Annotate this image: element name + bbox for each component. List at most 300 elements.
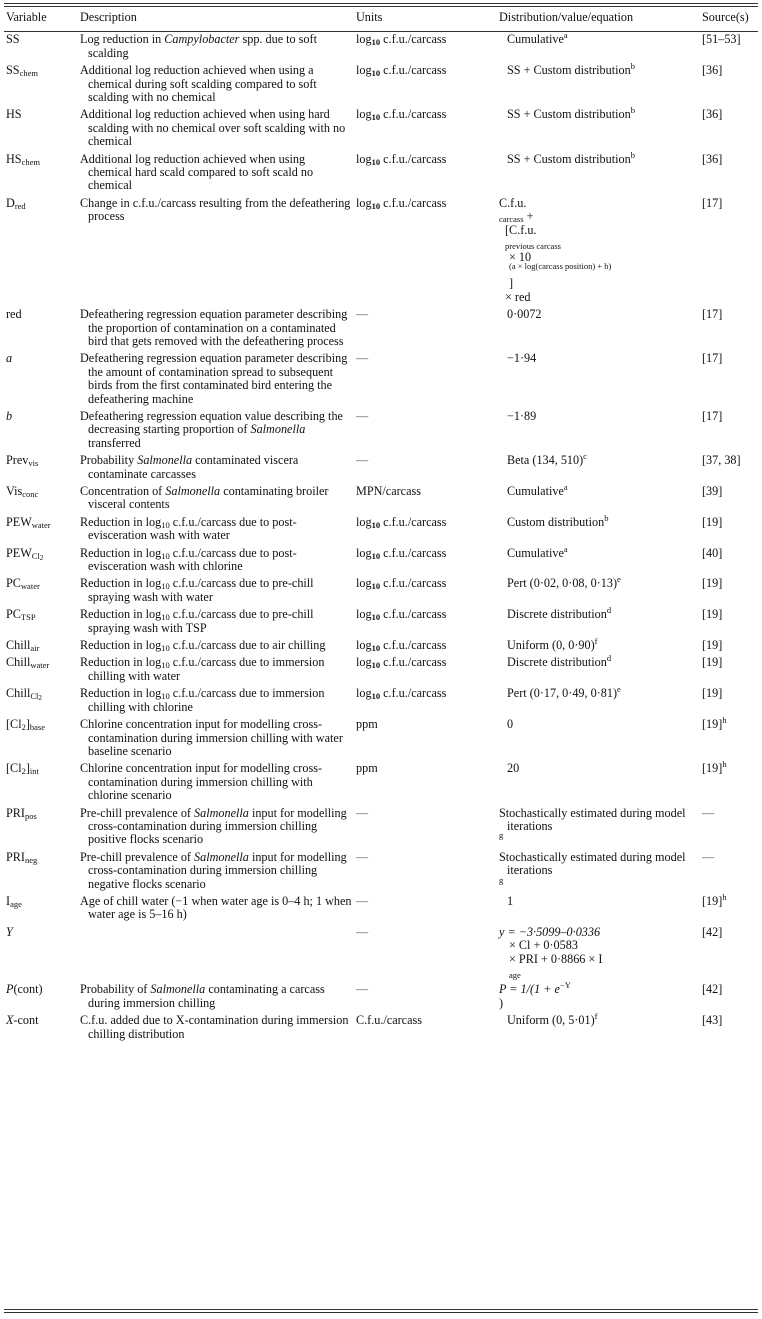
variable-name: PC (6, 576, 21, 591)
distribution-text: Cumulative (507, 545, 564, 560)
variable-subscript: int (29, 766, 39, 777)
description-cell (78, 348, 354, 406)
table-row (4, 304, 758, 348)
distribution-footnote: b (630, 105, 635, 116)
distribution-text: 0 (507, 717, 514, 732)
header-units: Units (356, 10, 383, 24)
source-ref: [17] (702, 195, 723, 210)
units-log: log (356, 195, 372, 210)
variable-subscript: air (30, 643, 40, 654)
distribution-footnote: b (630, 61, 635, 72)
source-cell (700, 543, 758, 574)
units-dash: — (356, 982, 369, 997)
distribution-cell (497, 304, 700, 348)
distribution-text: Beta (134, 510) (507, 453, 584, 468)
top-rule-2 (4, 6, 758, 7)
source-cell (700, 193, 758, 304)
variable-cell (4, 979, 78, 1010)
description-text (80, 807, 352, 847)
units-log-subscript: 10 (371, 200, 381, 211)
header-description: Description (80, 10, 137, 24)
units-log-rest: c.f.u./carcass (380, 63, 447, 78)
variable-name: SS (6, 63, 20, 78)
units-cell (354, 512, 497, 543)
variable-cell (4, 714, 78, 758)
units-log: log (356, 638, 372, 653)
units-log-subscript: 10 (371, 660, 381, 671)
description-cell (78, 922, 354, 980)
distribution-footnote: d (606, 605, 612, 616)
source-dash: — (702, 805, 715, 820)
source-ref: [51–53] (702, 32, 741, 47)
variable-name-suffix: (cont) (13, 982, 43, 997)
description-cell (78, 193, 354, 304)
source-cell (700, 1010, 758, 1041)
variable-name-italic: X (6, 1013, 14, 1028)
units-log-rest: c.f.u./carcass (380, 107, 447, 122)
table-row (4, 683, 758, 714)
log-subscript: 10 (161, 660, 170, 671)
description-part: Log reduction in (80, 32, 165, 47)
variable-cell (4, 29, 78, 60)
units-cell (354, 635, 497, 652)
distribution-footnote: d (606, 653, 612, 664)
units-cell (354, 922, 497, 980)
distribution-cell (497, 891, 700, 922)
description-part: spp. due to soft scalding (88, 32, 317, 60)
distribution-footnote: a (563, 30, 568, 41)
variable-name: I (6, 893, 11, 908)
variable-cell (4, 847, 78, 891)
source-ref: [43] (702, 1013, 723, 1028)
log-subscript: 10 (161, 691, 170, 702)
description-cell (78, 450, 354, 481)
distribution-footnote: a (563, 482, 568, 492)
distribution-cell (497, 543, 700, 574)
variable-cell (4, 635, 78, 652)
units-dash: — (356, 307, 369, 322)
units-log-rest: c.f.u./carcass (380, 545, 447, 560)
source-cell (700, 652, 758, 683)
dred-equation: C.f.u. $_{carcass}$ + [C.f.u. $_{previous carcass}$ × 10 $^{(a \times log(carcass position) + b)}$ ] × red (499, 195, 612, 304)
variable-name: PEW (6, 545, 32, 560)
distribution-footnote: e (617, 574, 621, 585)
description-text (80, 983, 352, 1010)
distribution-cell (497, 104, 700, 148)
source-cell (700, 573, 758, 604)
units-cell (354, 193, 497, 304)
description-text (80, 516, 352, 543)
table-row (4, 104, 758, 148)
units-cell (354, 304, 497, 348)
units-log-subscript: 10 (371, 37, 381, 48)
distribution-cell (497, 193, 700, 304)
description-part: c.f.u./carcass due to immersion chilling with chlorine (88, 686, 325, 714)
units-dash: — (356, 893, 369, 908)
log-subscript: 10 (161, 612, 170, 623)
distribution-text: Discrete distribution (507, 655, 607, 670)
distribution-cell (497, 60, 700, 104)
source-cell (700, 847, 758, 891)
distribution-text: Stochastically estimated during model iterations (499, 805, 686, 833)
units-cell: C.f.u./carcass (356, 1013, 422, 1028)
units-log-rest: c.f.u./carcass (380, 607, 447, 622)
variable-subscript: 2 (21, 722, 26, 733)
units-cell (354, 979, 497, 1010)
source-ref: [19] (702, 638, 723, 653)
description-part: c.f.u./carcass due to air chilling (169, 638, 326, 653)
table-row (4, 149, 758, 193)
variable-cell (4, 543, 78, 574)
variable-name: HS (6, 151, 22, 166)
variable-name: Chill (6, 638, 31, 653)
variable-name: b (6, 408, 13, 423)
source-cell (700, 481, 758, 512)
distribution-text: Cumulative (507, 32, 564, 47)
variable-name: PRI (6, 849, 25, 864)
distribution-cell (497, 573, 700, 604)
description-italic: Salmonella (137, 453, 193, 468)
variable-name: Vis (6, 484, 23, 498)
source-ref: [37, 38] (702, 453, 741, 468)
source-footnote: h (722, 715, 727, 726)
units-log: log (356, 63, 372, 78)
units-log-subscript: 10 (371, 581, 381, 592)
source-ref: [17] (702, 351, 723, 366)
variable-name: PC (6, 607, 21, 622)
units-cell (354, 652, 497, 683)
source-ref: [19] (702, 514, 723, 529)
units-log-subscript: 10 (371, 612, 381, 623)
distribution-cell (497, 604, 700, 635)
description-part: contaminating a carcass during immersion chilling (88, 982, 325, 1010)
variable-name: Y (6, 924, 13, 939)
description-cell (78, 1010, 354, 1041)
distribution-text: Discrete distribution (507, 607, 607, 622)
variable-subscript: water (30, 660, 50, 671)
variable-subscript: Cl2 (30, 691, 42, 703)
table-row (4, 979, 758, 1010)
distribution-footnote: c (583, 451, 587, 462)
units-cell (354, 847, 497, 891)
description-part: Concentration of (80, 484, 166, 498)
distribution-cell (497, 922, 700, 980)
variable-cell (4, 604, 78, 635)
units-dash: — (356, 351, 369, 366)
table-row (4, 29, 758, 60)
description-text (80, 410, 352, 450)
source-cell (700, 683, 758, 714)
distribution-text: SS + Custom distribution (507, 107, 631, 122)
units-log-rest: c.f.u./carcass (380, 32, 447, 47)
description-text: Additional log reduction achieved when using chemical hard scald compared to soft scald no chemical (80, 151, 314, 193)
table-row (4, 714, 758, 758)
units-log-subscript: 10 (371, 156, 381, 167)
units-dash: — (356, 924, 369, 939)
description-cell (78, 803, 354, 847)
units-dash: — (356, 805, 369, 820)
source-ref: [17] (702, 408, 723, 423)
variable-name: PRI (6, 805, 25, 820)
distribution-text: Pert (0·02, 0·08, 0·13) (507, 576, 618, 591)
distribution-cell (497, 348, 700, 406)
description-part: contaminating broiler visceral contents (88, 484, 329, 512)
variable-subscript: 2 (21, 766, 26, 777)
variable-subscript: chem (21, 156, 41, 167)
units-cell (354, 348, 497, 406)
table-row (4, 348, 758, 406)
source-ref: [19] (702, 761, 723, 776)
units-dash: — (356, 408, 369, 423)
description-italic: Campylobacter (164, 32, 240, 47)
description-cell (78, 635, 354, 652)
variable-cell (4, 450, 78, 481)
table-row (4, 652, 758, 683)
variable-subscript: vis (28, 458, 39, 469)
description-text: Defeathering regression equation parameter describing the proportion of contamination on a contaminated bird that gets removed with the defeathering process (80, 307, 348, 348)
description-cell (78, 304, 354, 348)
units-log: log (356, 545, 372, 560)
variable-name: PEW (6, 514, 32, 529)
description-part: c.f.u./carcass due to pre-chill spraying wash with TSP (88, 607, 314, 635)
variable-cell (4, 652, 78, 683)
variable-name: Chill (6, 655, 31, 670)
units-log: log (356, 151, 372, 166)
description-italic: Salmonella (194, 849, 249, 864)
parameters-table (4, 8, 758, 1041)
variable-subscript: conc (22, 489, 39, 499)
source-cell (700, 891, 758, 922)
description-text: Change in c.f.u./carcass resulting from the defeathering process (80, 195, 351, 224)
units-log: log (356, 576, 372, 591)
units-cell (354, 406, 497, 450)
units-log: log (356, 607, 372, 622)
description-cell (78, 604, 354, 635)
table-row (4, 543, 758, 574)
units-cell (354, 543, 497, 574)
units-cell: MPN/carcass (356, 484, 421, 498)
variable-cell (4, 922, 78, 980)
variable-name: a (6, 351, 13, 366)
table-body (4, 29, 758, 1041)
description-italic: Salmonella (194, 805, 249, 820)
variable-cell (4, 758, 78, 802)
distribution-footnote: g (499, 874, 504, 885)
description-part: Reduction in log (80, 686, 162, 701)
header-distribution: Distribution/value/equation (499, 10, 634, 24)
distribution-cell (497, 979, 700, 1010)
variable-subscript: water (20, 581, 40, 592)
variable-bracket: ] (25, 717, 30, 732)
description-cell (78, 652, 354, 683)
distribution-footnote: a (563, 543, 568, 554)
description-text (80, 656, 352, 683)
variable-name: red (6, 307, 22, 322)
source-cell (700, 406, 758, 450)
bottom-rule-2 (4, 1312, 758, 1313)
description-cell (78, 714, 354, 758)
table-row (4, 406, 758, 450)
source-ref: [36] (702, 63, 723, 78)
units-cell (354, 573, 497, 604)
distribution-cell (497, 758, 700, 802)
source-dash: — (702, 849, 715, 864)
source-cell (700, 604, 758, 635)
source-cell (700, 149, 758, 193)
description-italic: Salmonella (150, 982, 206, 997)
units-cell (354, 450, 497, 481)
description-text: Chlorine concentration input for modelling cross-contamination during immersion chilling with water baseline scenario (80, 717, 343, 758)
log-subscript: 10 (161, 581, 170, 592)
variable-name: [Cl (6, 717, 22, 732)
description-italic: Salmonella (165, 484, 221, 498)
source-ref: [19] (702, 686, 723, 701)
variable-cell (4, 406, 78, 450)
distribution-cell (497, 847, 700, 891)
source-cell (700, 348, 758, 406)
units-cell (354, 891, 497, 922)
table-row (4, 60, 758, 104)
description-part: contaminated viscera contaminate carcasses (88, 453, 299, 481)
description-cell (78, 406, 354, 450)
source-ref: [19] (702, 655, 723, 670)
table-row (4, 891, 758, 922)
description-text: Defeathering regression equation parameter describing the amount of contamination spread to subsequent birds from the first contaminated bird entering the defeathering machine (80, 351, 348, 406)
units-log: log (356, 686, 372, 701)
units-cell: ppm (356, 717, 378, 732)
description-part: Defeathering regression equation value describing the decreasing starting proportion of (80, 408, 343, 437)
variable-cell (4, 149, 78, 193)
description-text: Chlorine concentration input for modelling cross-contamination during immersion chilling with chlorine scenario (80, 761, 323, 803)
variable-name: [Cl (6, 761, 22, 776)
description-cell (78, 104, 354, 148)
table-row (4, 1010, 758, 1041)
variable-cell (4, 573, 78, 604)
distribution-text: Uniform (0, 0·90) (507, 638, 595, 653)
variable-subscript: pos (24, 810, 37, 821)
distribution-text: Uniform (0, 5·01) (507, 1013, 595, 1028)
variable-subscript: water (31, 519, 51, 530)
description-part: input for modelling cross-contamination during immersion chilling positive flocks scenario (88, 805, 347, 847)
table-row (4, 758, 758, 802)
description-cell (78, 683, 354, 714)
source-ref: [19] (702, 893, 723, 908)
distribution-footnote: b (630, 149, 635, 160)
distribution-cell (497, 1010, 700, 1041)
description-cell (78, 512, 354, 543)
table-row (4, 922, 758, 980)
description-text: Additional log reduction achieved when using a chemical during soft scalding compared to soft scalding with no chemical (80, 63, 317, 105)
description-text: Additional log reduction achieved when using hard scalding with no chemical over soft scalding with no chemical (80, 107, 346, 149)
variable-cell (4, 512, 78, 543)
description-text (80, 547, 352, 574)
description-part: c.f.u./carcass due to post-evisceration wash with chlorine (88, 545, 297, 574)
table-row (4, 481, 758, 512)
table-row (4, 604, 758, 635)
source-ref: [39] (702, 484, 723, 498)
units-dash: — (356, 453, 369, 468)
description-part: Pre-chill prevalence of (80, 805, 195, 820)
variable-cell (4, 193, 78, 304)
units-log: log (356, 107, 372, 122)
variable-name: Chill (6, 686, 31, 701)
units-cell (354, 149, 497, 193)
description-text (80, 608, 352, 635)
distribution-text: Stochastically estimated during model iterations (499, 849, 686, 878)
units-log-rest: c.f.u./carcass (380, 638, 447, 653)
units-log-rest: c.f.u./carcass (380, 655, 447, 670)
source-ref: [19] (702, 576, 723, 591)
description-part: c.f.u./carcass due to pre-chill spraying wash with water (88, 576, 314, 604)
description-text (80, 687, 352, 714)
variable-subscript: chem (19, 68, 38, 79)
source-cell (700, 29, 758, 60)
units-log-subscript: 10 (371, 112, 381, 123)
source-cell (700, 758, 758, 802)
distribution-cell (497, 714, 700, 758)
table-row (4, 512, 758, 543)
description-part: transferred (88, 435, 141, 450)
source-cell (700, 979, 758, 1010)
distribution-cell (497, 29, 700, 60)
distribution-cell (497, 683, 700, 714)
variable-subscript: base (29, 722, 45, 733)
source-ref: [42] (702, 982, 723, 997)
description-text (80, 33, 352, 60)
variable-cell (4, 803, 78, 847)
distribution-text: SS + Custom distribution (507, 63, 631, 78)
source-cell (700, 922, 758, 980)
description-part: Reduction in log (80, 576, 162, 591)
description-text (80, 851, 352, 891)
variable-cell (4, 1010, 78, 1041)
distribution-cell (497, 450, 700, 481)
description-cell (78, 758, 354, 802)
variable-cell (4, 304, 78, 348)
table-row (4, 635, 758, 652)
units-log-subscript: 10 (371, 691, 381, 702)
units-log-subscript: 10 (371, 550, 381, 561)
variable-cell (4, 891, 78, 922)
source-cell (700, 512, 758, 543)
units-log-rest: c.f.u./carcass (380, 195, 447, 210)
units-log: log (356, 32, 372, 47)
distribution-footnote: f (594, 1011, 598, 1022)
description-cell (78, 149, 354, 193)
variable-name: Prev (6, 453, 29, 468)
source-ref: [40] (702, 545, 723, 560)
description-italic: Salmonella (250, 422, 306, 437)
source-ref: [17] (702, 307, 723, 322)
description-part: Reduction in log (80, 514, 162, 529)
distribution-text: 20 (507, 761, 520, 776)
variable-subscript: red (14, 200, 26, 211)
header-row (4, 8, 758, 29)
variable-name-italic: P (6, 982, 14, 997)
description-text: Age of chill water (−1 when water age is 0–4 h; 1 when water age is 5–16 h) (80, 893, 352, 922)
bottom-rule-1 (4, 1309, 758, 1310)
units-cell (354, 604, 497, 635)
variable-cell (4, 348, 78, 406)
log-subscript: 10 (161, 550, 170, 561)
description-text (80, 639, 352, 652)
units-cell (354, 683, 497, 714)
distribution-cell (497, 652, 700, 683)
source-cell (700, 450, 758, 481)
distribution-cell (497, 481, 700, 512)
variable-cell (4, 60, 78, 104)
description-cell (78, 573, 354, 604)
